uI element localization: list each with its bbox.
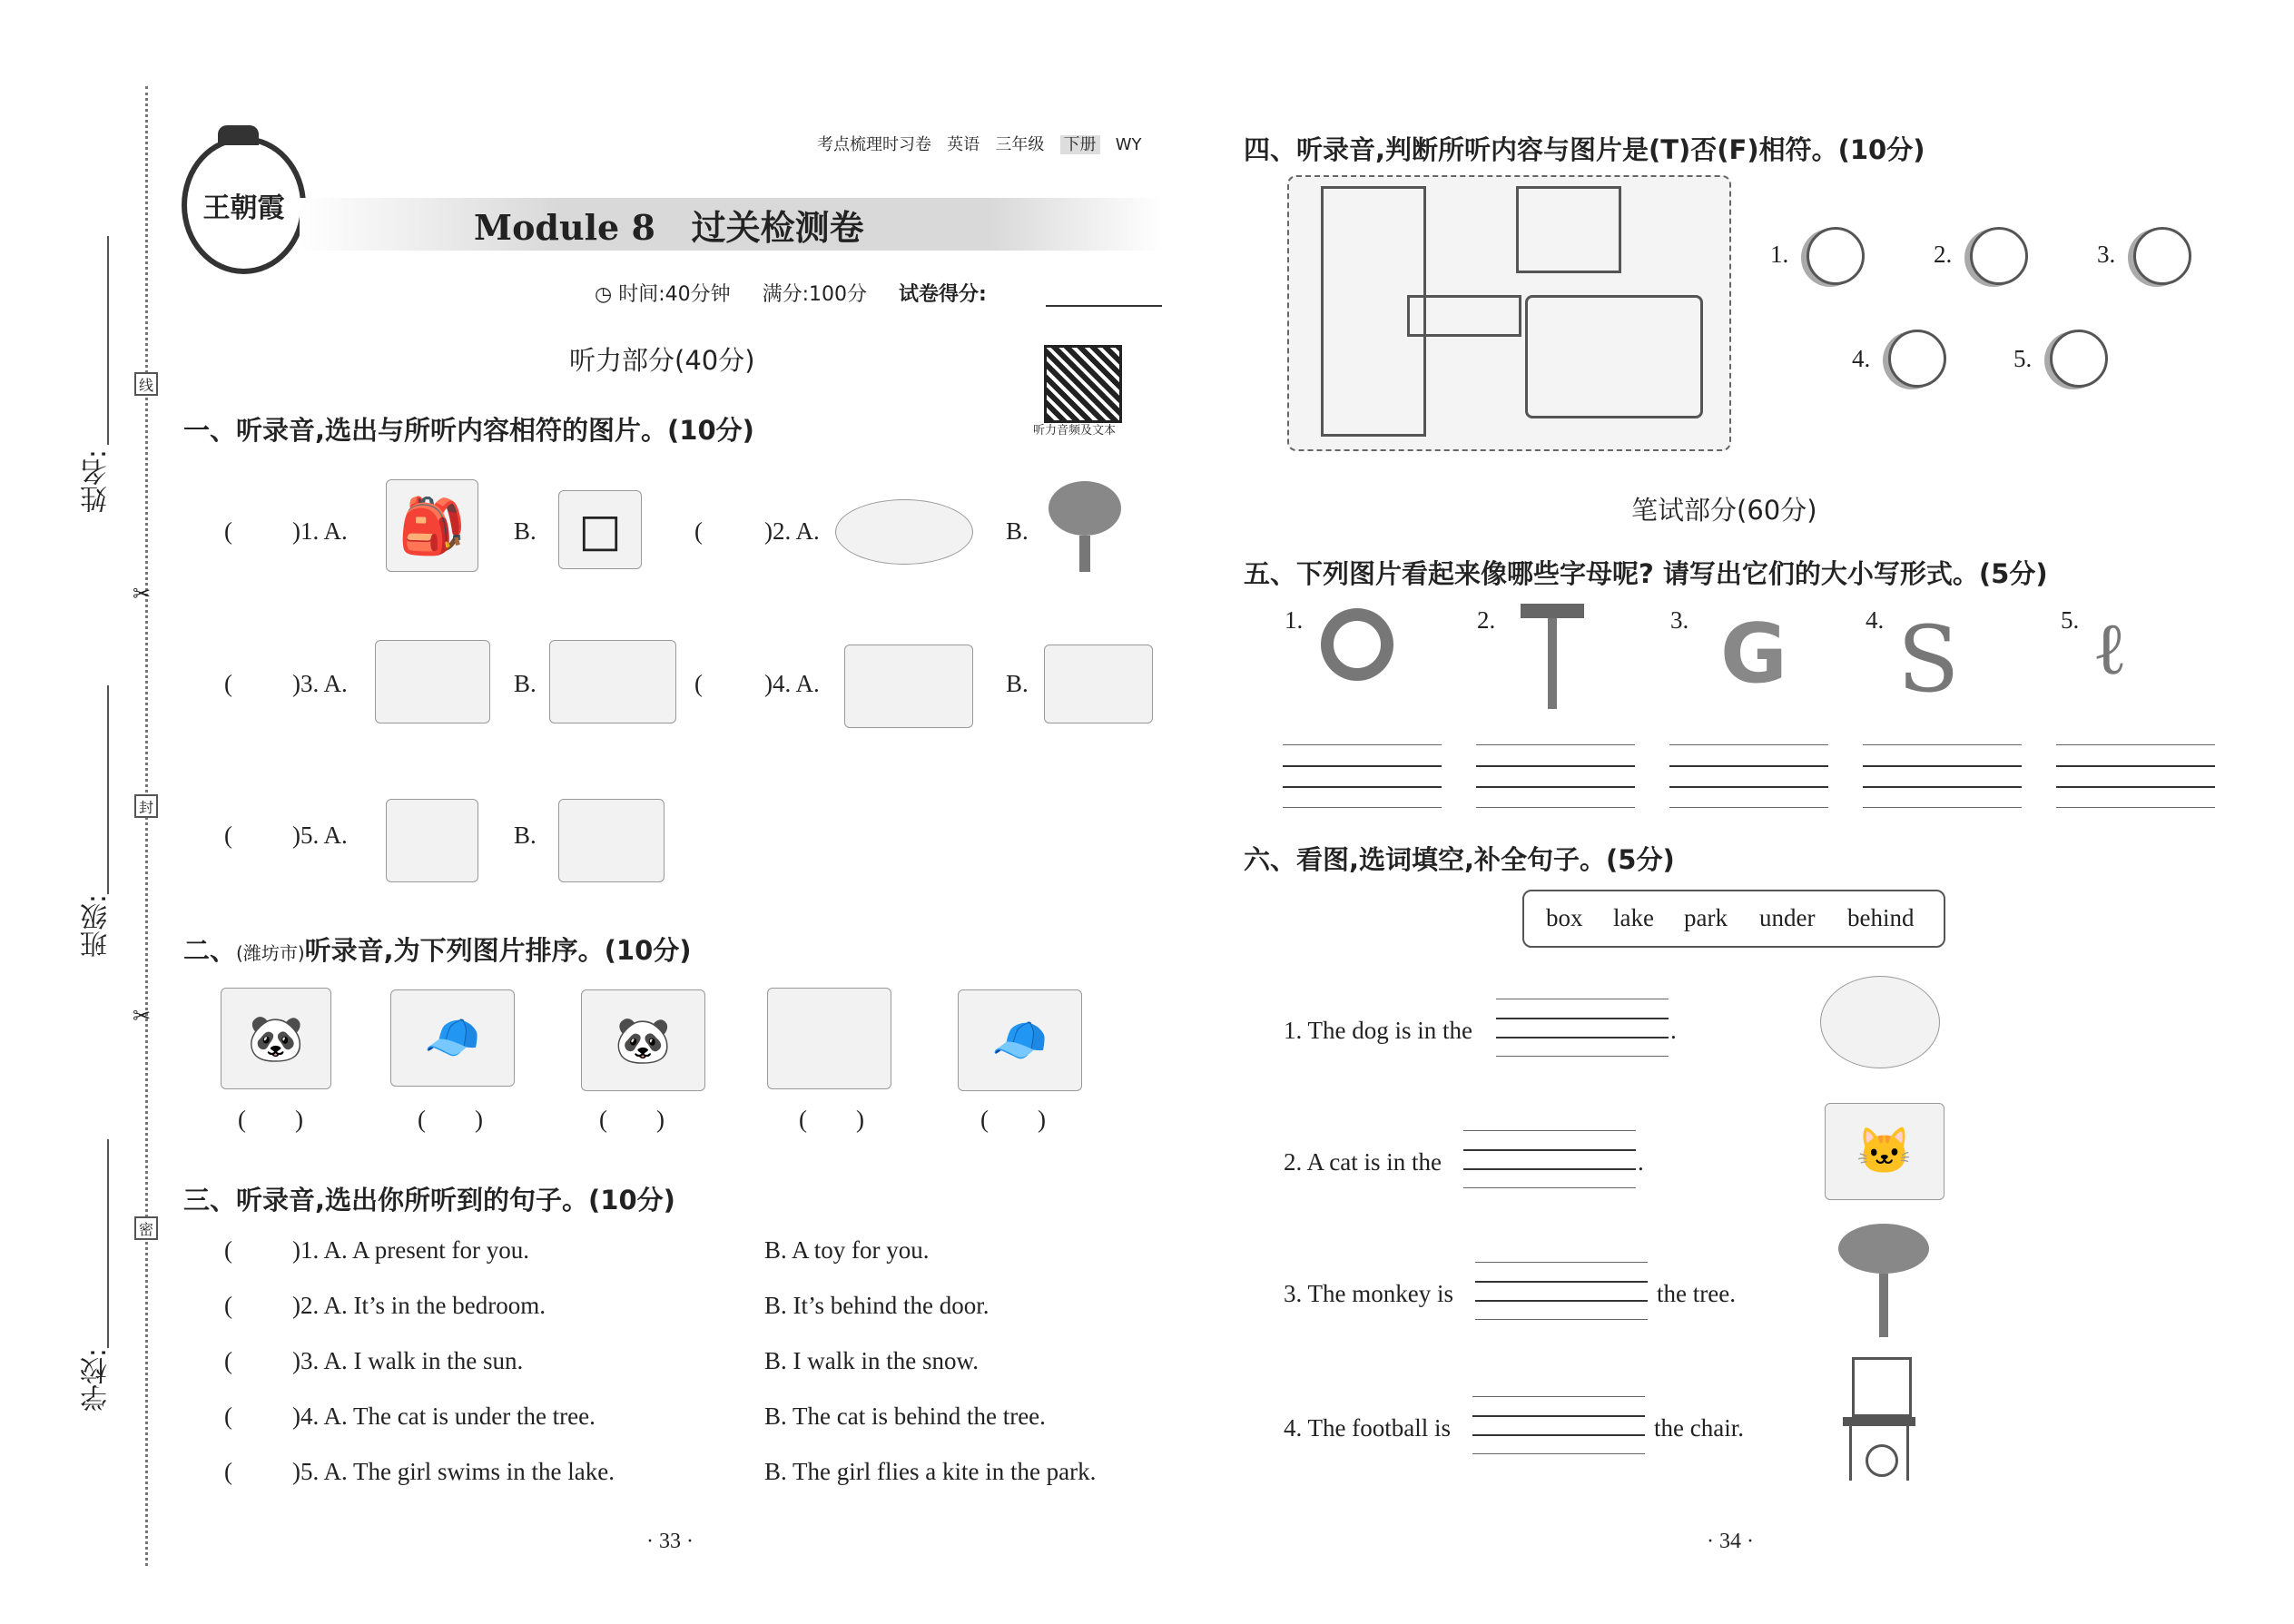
school-field-line bbox=[107, 1139, 109, 1348]
paren: ( bbox=[224, 517, 232, 545]
tf-label-4: 4. bbox=[1852, 345, 1871, 372]
school-label: 学校: bbox=[81, 1348, 113, 1412]
scissors-icon: ✂ bbox=[133, 581, 152, 606]
letter-label-1: 1. bbox=[1285, 606, 1304, 634]
writing-line[interactable] bbox=[1863, 744, 2022, 745]
panda-on-cap-image: 🐼 bbox=[221, 988, 331, 1089]
word-behind: behind bbox=[1847, 904, 1915, 931]
tf-label-2: 2. bbox=[1934, 241, 1953, 268]
room-image bbox=[767, 988, 891, 1089]
page-title: Module 8 过关检测卷 bbox=[474, 207, 864, 248]
q5-number[interactable]: )5. A. bbox=[292, 822, 348, 849]
sentence-2-before: 2. A cat is in the bbox=[1284, 1148, 1442, 1176]
writing-section-title: 笔试部分(60分) bbox=[1631, 495, 1817, 526]
sentence-3-after: the tree. bbox=[1657, 1280, 1736, 1307]
tf-answer-5[interactable] bbox=[2050, 330, 2108, 388]
writing-line[interactable] bbox=[1496, 1056, 1669, 1057]
sentence-4-before: 4. The football is bbox=[1284, 1414, 1451, 1442]
word-park: park bbox=[1684, 904, 1728, 931]
tf-answer-2[interactable] bbox=[1970, 227, 2028, 285]
writing-line[interactable] bbox=[2056, 786, 2215, 788]
writing-line[interactable] bbox=[1476, 765, 1635, 767]
q3-4-option-b[interactable]: B. The cat is behind the tree. bbox=[764, 1403, 1046, 1430]
q3-1-option-a[interactable]: )1. A. A present for you. bbox=[292, 1236, 529, 1264]
name-label: 姓名: bbox=[81, 449, 113, 514]
letter-label-5: 5. bbox=[2061, 606, 2080, 634]
tf-label-1: 1. bbox=[1770, 241, 1789, 268]
writing-line[interactable] bbox=[1283, 786, 1442, 788]
b-label: B. bbox=[1006, 670, 1029, 697]
zoo-gate-image bbox=[549, 640, 676, 723]
writing-line[interactable] bbox=[2056, 765, 2215, 767]
logo-text: 王朝霞 bbox=[202, 192, 285, 224]
q2-number[interactable]: )2. A. bbox=[764, 517, 820, 545]
class-field-line bbox=[107, 685, 109, 894]
bedroom-scene-image bbox=[1287, 175, 1731, 451]
schoolbag-image: 🎒 bbox=[386, 479, 478, 572]
panda-under-cap-image: 🧢 bbox=[958, 989, 1082, 1091]
letter-label-2: 2. bbox=[1477, 606, 1496, 634]
writing-line[interactable] bbox=[1863, 786, 2022, 788]
panda-in-cap-image: 🐼 bbox=[581, 989, 705, 1091]
writing-line[interactable] bbox=[1463, 1130, 1636, 1131]
writing-line[interactable] bbox=[1475, 1281, 1648, 1283]
city-tag: (潍坊市) bbox=[236, 942, 305, 964]
q3-2-option-b[interactable]: B. It’s behind the door. bbox=[764, 1292, 989, 1319]
tf-label-5: 5. bbox=[2013, 345, 2033, 372]
paren: ( bbox=[224, 1403, 232, 1430]
paren: ( bbox=[224, 1458, 232, 1485]
qr-code bbox=[1044, 345, 1122, 423]
q3-1-option-b[interactable]: B. A toy for you. bbox=[764, 1236, 930, 1264]
part6-title: 六、看图,选词填空,补全句子。(5分) bbox=[1244, 844, 1675, 875]
q3-3-option-b[interactable]: B. I walk in the snow. bbox=[764, 1347, 979, 1374]
page-number-left: · 33 · bbox=[646, 1530, 694, 1553]
order-answer[interactable]: ( ) bbox=[799, 1106, 864, 1133]
time-info: ◷ 时间:40分钟 满分:100分 试卷得分: bbox=[595, 283, 987, 306]
writing-line[interactable] bbox=[1475, 1319, 1648, 1320]
writing-line[interactable] bbox=[1472, 1453, 1645, 1454]
paren: ( bbox=[694, 517, 703, 545]
writing-line[interactable] bbox=[1669, 807, 1828, 808]
sentence-3-before: 3. The monkey is bbox=[1284, 1280, 1453, 1307]
slide-image bbox=[558, 799, 665, 882]
crown-icon bbox=[218, 125, 259, 145]
paren: ( bbox=[224, 822, 232, 849]
writing-line[interactable] bbox=[1669, 765, 1828, 767]
word-under: under bbox=[1759, 904, 1816, 931]
word-box: box bbox=[1546, 904, 1583, 931]
bedroom-image bbox=[1044, 645, 1153, 723]
listening-section-title: 听力部分(40分) bbox=[569, 345, 755, 376]
sprout-image: ℓ bbox=[2092, 606, 2128, 691]
dog-in-lake-image bbox=[1820, 976, 1940, 1068]
word-lake: lake bbox=[1613, 904, 1654, 931]
g-character-image: G bbox=[1720, 606, 1787, 702]
score-field[interactable] bbox=[1046, 305, 1162, 307]
monkey-tree-image bbox=[1838, 1224, 1938, 1342]
scissors-icon: ✂ bbox=[133, 1003, 152, 1029]
part2-title: 二、(潍坊市)听录音,为下列图片排序。(10分) bbox=[183, 935, 692, 966]
q3-5-option-b[interactable]: B. The girl flies a kite in the park. bbox=[764, 1458, 1097, 1485]
part4-title: 四、听录音,判断所听内容与图片是(T)否(F)相符。(10分) bbox=[1244, 134, 1925, 165]
q3-5-option-a[interactable]: )5. A. The girl swims in the lake. bbox=[292, 1458, 615, 1485]
writing-line[interactable] bbox=[1476, 786, 1635, 788]
logo-badge bbox=[182, 136, 306, 274]
writing-line[interactable] bbox=[1863, 807, 2022, 808]
answer-line-4[interactable] bbox=[1472, 1434, 1645, 1436]
sentence-1-after: . bbox=[1670, 1017, 1677, 1044]
writing-line[interactable] bbox=[1463, 1149, 1636, 1151]
lake-image bbox=[835, 499, 973, 565]
writing-line[interactable] bbox=[1863, 765, 2022, 767]
paren: ( bbox=[224, 1236, 232, 1264]
cut-mark-line: 线 bbox=[134, 372, 158, 396]
q4-number[interactable]: )4. A. bbox=[764, 670, 820, 697]
tf-answer-3[interactable] bbox=[2133, 227, 2191, 285]
order-answer[interactable]: ( ) bbox=[980, 1106, 1046, 1133]
page-number-right: · 34 · bbox=[1707, 1530, 1754, 1553]
football-chair-image bbox=[1843, 1357, 1915, 1484]
cap-panda-image: 🧢 bbox=[390, 989, 515, 1087]
clock-icon: ◷ bbox=[595, 283, 613, 306]
sentence-2-after: . bbox=[1638, 1148, 1644, 1176]
tf-answer-1[interactable] bbox=[1807, 227, 1865, 285]
q3-2-option-a[interactable]: )2. A. It’s in the bedroom. bbox=[292, 1292, 546, 1319]
park-gate-image bbox=[375, 640, 490, 723]
paren: ( bbox=[224, 670, 232, 697]
writing-line[interactable] bbox=[1283, 807, 1442, 808]
writing-line[interactable] bbox=[1463, 1187, 1636, 1188]
part5-title: 五、下列图片看起来像哪些字母呢? 请写出它们的大小写形式。(5分) bbox=[1244, 558, 2048, 589]
q1-number[interactable]: )1. A. bbox=[292, 517, 348, 545]
writing-line[interactable] bbox=[1496, 1018, 1669, 1019]
tf-label-3: 3. bbox=[2097, 241, 2116, 268]
writing-line[interactable] bbox=[2056, 744, 2215, 745]
classroom-image bbox=[844, 645, 973, 728]
writing-line[interactable] bbox=[1475, 1262, 1648, 1263]
tree-image bbox=[1044, 481, 1126, 572]
cut-mark-secret: 密 bbox=[134, 1216, 158, 1240]
b-label: B. bbox=[514, 517, 537, 545]
order-answer[interactable]: ( ) bbox=[238, 1106, 303, 1133]
cat-in-box-image: 🐱 bbox=[1825, 1103, 1944, 1200]
paren: ( bbox=[224, 1347, 232, 1374]
writing-line[interactable] bbox=[1283, 765, 1442, 767]
writing-line[interactable] bbox=[1472, 1396, 1645, 1397]
box-image: □ bbox=[558, 490, 642, 569]
sentence-4-after: the chair. bbox=[1654, 1414, 1744, 1442]
snake-image: S bbox=[1897, 606, 1960, 713]
cut-mark-seal: 封 bbox=[134, 794, 158, 818]
answer-line-2[interactable] bbox=[1463, 1168, 1636, 1170]
hammer-image bbox=[1521, 604, 1584, 713]
b-label: B. bbox=[514, 670, 537, 697]
writing-line[interactable] bbox=[1476, 807, 1635, 808]
b-label: B. bbox=[1006, 517, 1029, 545]
q3-number[interactable]: )3. A. bbox=[292, 670, 348, 697]
series-info: 考点梳理时习卷 英语 三年级 下册 WY bbox=[817, 135, 1142, 154]
order-answer[interactable]: ( ) bbox=[418, 1106, 483, 1133]
part1-title: 一、听录音,选出与所听内容相符的图片。(10分) bbox=[183, 415, 754, 446]
answer-line-1[interactable] bbox=[1496, 1037, 1669, 1038]
children-playing-image bbox=[386, 799, 478, 882]
part3-title: 三、听录音,选出你所听到的句子。(10分) bbox=[183, 1185, 675, 1216]
writing-line[interactable] bbox=[2056, 807, 2215, 808]
q3-3-option-a[interactable]: )3. A. I walk in the sun. bbox=[292, 1347, 524, 1374]
tf-answer-4[interactable] bbox=[1888, 330, 1946, 388]
writing-line[interactable] bbox=[1669, 744, 1828, 745]
writing-line[interactable] bbox=[1669, 786, 1828, 788]
letter-label-3: 3. bbox=[1670, 606, 1689, 634]
donut-image bbox=[1321, 608, 1393, 681]
sentence-1-before: 1. The dog is in the bbox=[1284, 1017, 1472, 1044]
class-label: 班级: bbox=[81, 894, 113, 959]
writing-line[interactable] bbox=[1283, 744, 1442, 745]
b-label: B. bbox=[514, 822, 537, 849]
letter-label-4: 4. bbox=[1866, 606, 1885, 634]
answer-line-3[interactable] bbox=[1475, 1300, 1648, 1302]
qr-caption: 听力音频及文本 bbox=[1033, 424, 1117, 438]
paren: ( bbox=[224, 1292, 232, 1319]
name-field-line bbox=[107, 236, 109, 445]
paren: ( bbox=[694, 670, 703, 697]
order-answer[interactable]: ( ) bbox=[599, 1106, 665, 1133]
q3-4-option-a[interactable]: )4. A. The cat is under the tree. bbox=[292, 1403, 596, 1430]
writing-line[interactable] bbox=[1476, 744, 1635, 745]
writing-line[interactable] bbox=[1472, 1415, 1645, 1417]
binding-line bbox=[145, 86, 148, 1566]
